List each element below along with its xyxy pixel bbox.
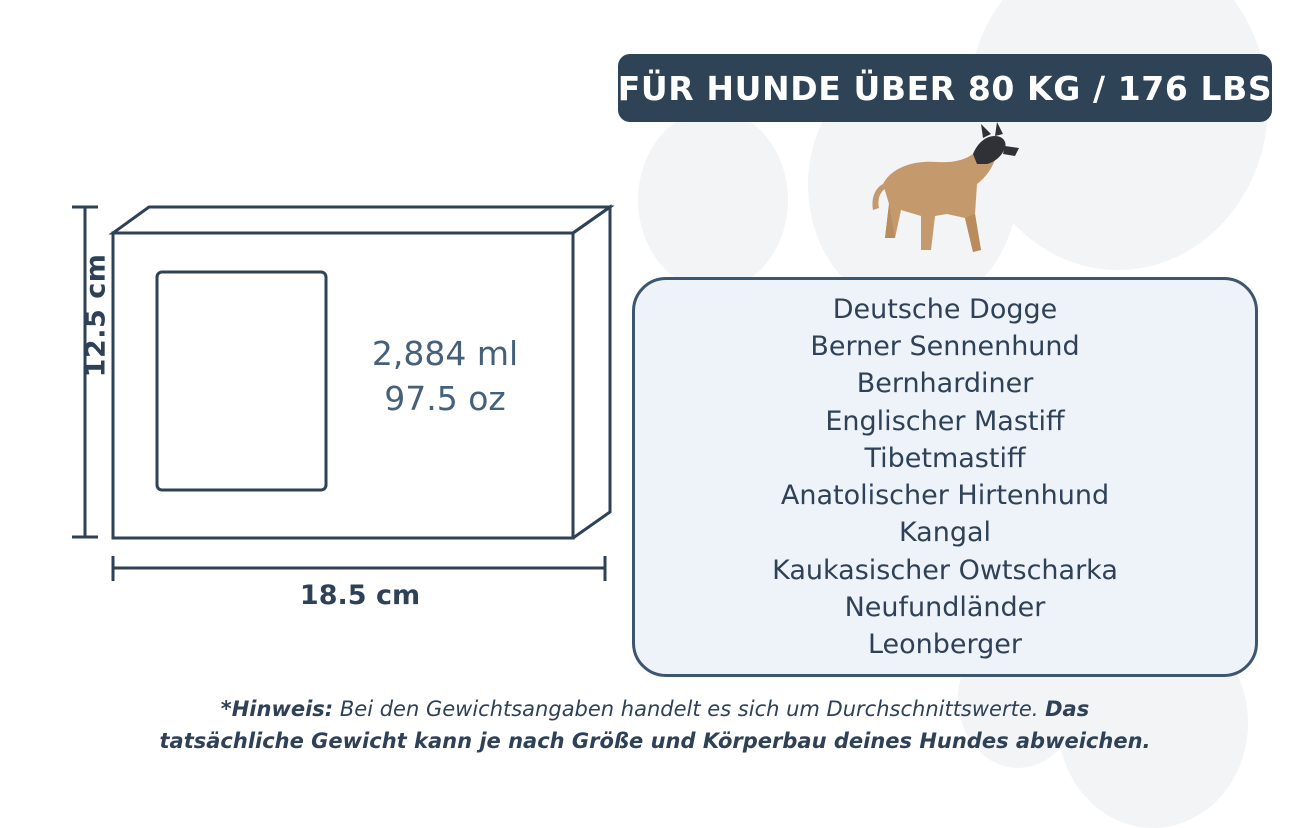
box-width-label: 18.5 cm	[299, 580, 421, 611]
footnote-emphasis: Das tatsächliche Gewicht kann je nach Größe und Körperbau deines Hundes abweichen.	[159, 697, 1151, 753]
volume-ml: 2,884 ml	[371, 334, 519, 373]
weight-category-title: FÜR HUNDE ÜBER 80 KG / 176 LBS	[617, 68, 1273, 108]
footnote-text: Bei den Gewichtsangaben handelt es sich um Durchschnittswerte.	[333, 697, 1046, 721]
footnote-prefix: *Hinweis:	[220, 697, 334, 721]
box-dimension-diagram	[0, 0, 640, 700]
box-height-label: 12.5 cm	[80, 253, 112, 378]
breed-item: Tibetmastiff	[864, 442, 1026, 474]
volume-oz: 97.5 oz	[384, 378, 506, 418]
weight-category-banner	[618, 54, 1272, 122]
great-dane-illustration	[855, 118, 1025, 278]
breed-item: Deutsche Dogge	[832, 293, 1058, 325]
breed-item: Leonberger	[867, 629, 1023, 660]
breed-list-card	[632, 277, 1258, 677]
breed-item: Neufundländer	[844, 591, 1046, 623]
box-volume-text	[300, 332, 590, 421]
breed-item: Bernhardiner	[856, 368, 1034, 400]
breed-item: Berner Sennenhund	[810, 331, 1080, 362]
breed-item: Kangal	[898, 517, 992, 549]
breed-item: Anatolischer Hirtenhund	[780, 480, 1110, 511]
breed-item: Englischer Mastiff	[825, 405, 1065, 437]
great-dane-icon	[855, 118, 1025, 278]
breed-item: Kaukasischer Owtscharka	[772, 554, 1118, 586]
background-blob	[638, 110, 788, 290]
footnote	[150, 694, 1160, 757]
